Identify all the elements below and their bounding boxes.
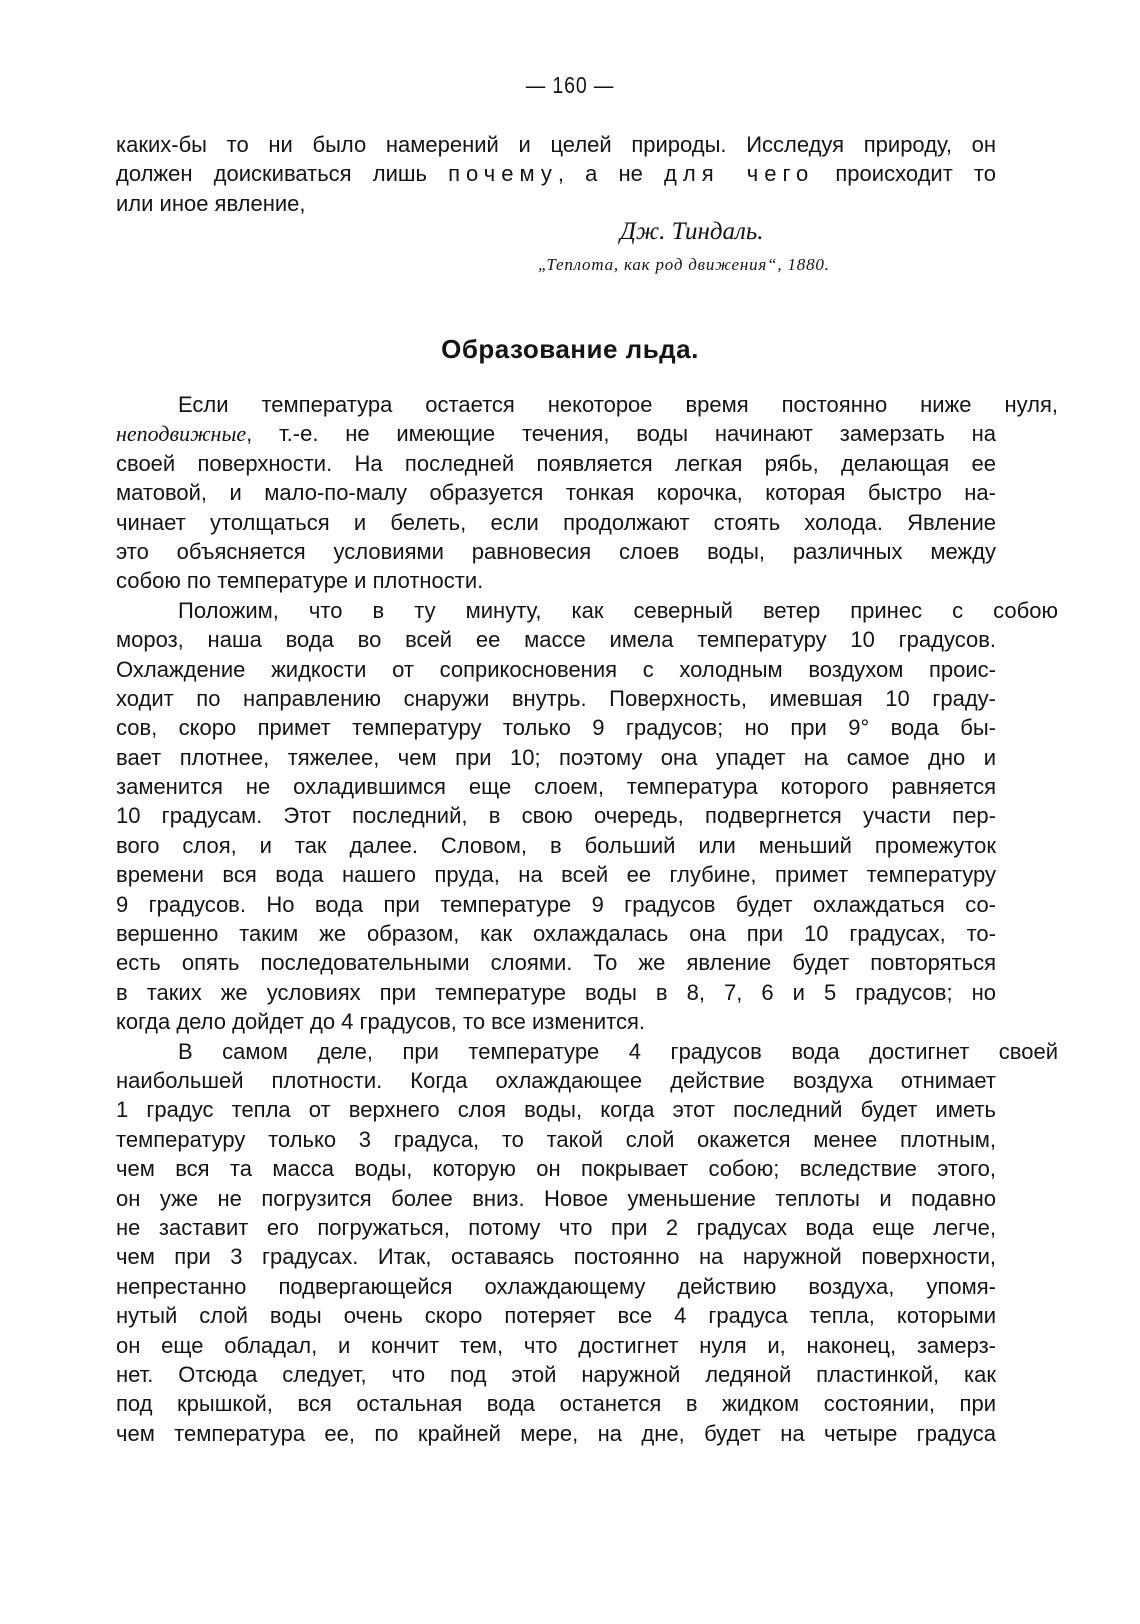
paragraph-line: он уже не погрузится более вниз. Новое уменьшение теплоты и подавно <box>116 1185 996 1211</box>
epigraph-line <box>116 159 996 188</box>
paragraph-line: В самом деле, при температуре 4 градусов вода достигнет своей <box>178 1038 1058 1064</box>
section-title: Образование льда. <box>441 334 699 364</box>
paragraph-line: вершенно таким же образом, как охлаждалась она при 10 градусах, то- <box>116 921 996 947</box>
paragraph-line: это объясняется условиями равновесия слоев воды, различных между <box>116 538 996 564</box>
paragraph-fragment: , т.-е. не имеющие течения, воды начинают замерзать на <box>246 421 996 447</box>
page-number: — 160 — <box>525 72 615 98</box>
paragraph-line: своей поверхности. На последней появляется легкая рябь, делающая ее <box>116 450 996 476</box>
paragraph-line: не заставит его погружаться, потому что при 2 градусах вода еще легче, <box>116 1214 996 1240</box>
epigraph-source: „Теплота, как род движения“, 1880. <box>538 255 830 274</box>
paragraph-line: Если температура остается некоторое время постоянно ниже нуля, <box>178 392 1058 417</box>
epigraph-fragment: , а не <box>557 161 665 187</box>
paragraph-line: под крышкой, вся остальная вода останется в жидком состоянии, при <box>116 1391 996 1417</box>
paragraph-line: 9 градусов. Но вода при температуре 9 градусов будет охлаждаться со- <box>116 891 996 917</box>
paragraph-line: собою по температуре и плотности. <box>116 568 484 594</box>
paragraph-line: Положим, что в ту минуту, как северный ветер принес с собою <box>178 597 1058 623</box>
paragraph-line: нутый слой воды очень скоро потеряет все 4 градуса тепла, которыми <box>116 1303 996 1329</box>
paragraph-line: 10 градусам. Этот последний, в свою очередь, подвергнется участи пер- <box>116 803 996 829</box>
paragraph-line: времени вся вода нашего пруда, на всей ее глубине, примет температуру <box>116 862 996 888</box>
paragraph-line: мороз, наша вода во всей ее массе имела температуру 10 градусов. <box>116 627 996 653</box>
paragraph-line: нет. Отсюда следует, что под этой наружной ледяной пластинкой, как <box>116 1361 996 1387</box>
emphasis-spaced: почему <box>448 161 558 187</box>
paragraph-line: температуру только 3 градуса, то такой слой окажется менее плотным, <box>116 1126 996 1152</box>
emphasis-italic: неподвижные <box>116 421 247 447</box>
paragraph-line: в таких же условиях при температуре воды в 8, 7, 6 и 5 градусов; но <box>116 979 996 1005</box>
paragraph-line: есть опять последовательными слоями. То же явление будет повторяться <box>116 950 996 976</box>
paragraph-line: чем температура ее, по крайней мере, на дне, будет на четыре градуса <box>116 1420 996 1446</box>
paragraph-line: вого слоя, и так далее. Словом, в больший или меньший промежуток <box>116 832 996 858</box>
paragraph-line: чем при 3 градусах. Итак, оставаясь постоянно на наружной поверхности, <box>116 1244 996 1270</box>
paragraph-line: заменится не охладившимся еще слоем, температура которого равняется <box>116 774 996 800</box>
paragraph-line: непрестанно подвергающейся охлаждающему действию воздуха, упомя- <box>116 1273 996 1299</box>
paragraph-line: он еще обладал, и кончит тем, что достигнет нуля и, наконец, замерз- <box>116 1332 996 1358</box>
paragraph-line: вает плотнее, тяжелее, чем при 10; поэтому она упадет на самое дно и <box>116 744 996 770</box>
epigraph-line: каких-бы то ни было намерений и целей природы. Исследуя природу, он <box>116 132 996 157</box>
paragraph-line: сов, скоро примет температуру только 9 градусов; но при 9° вода бы- <box>116 715 996 741</box>
paragraph-line: чинает утолщаться и белеть, если продолжают стоять холода. Явление <box>116 509 996 535</box>
paragraph-line <box>116 419 996 448</box>
epigraph-text <box>116 130 996 218</box>
paragraph-line: Охлаждение жидкости от соприкосновения с холодным воздухом проис- <box>116 656 996 682</box>
epigraph-author: Дж. Тиндаль. <box>620 218 764 245</box>
epigraph-fragment: должен доискиваться лишь <box>116 161 449 187</box>
epigraph-fragment: происходит то <box>814 161 996 187</box>
paragraph-line: наибольшей плотности. Когда охлаждающее действие воздуха отнимает <box>116 1067 996 1093</box>
body-text <box>116 390 1058 1448</box>
paragraph-line: матовой, и мало-по-малу образуется тонкая корочка, которая быстро на- <box>116 480 996 506</box>
paragraph-line: ходит по направлению снаружи внутрь. Поверхность, имевшая 10 граду- <box>116 685 996 711</box>
paragraph-line: 1 градус тепла от верхнего слоя воды, когда этот последний будет иметь <box>116 1097 996 1123</box>
emphasis-spaced: для чего <box>664 161 815 187</box>
paragraph-line: чем вся та масса воды, которую он покрывает собою; вследствие этого, <box>116 1156 996 1182</box>
paragraph-line: когда дело дойдет до 4 градусов, то все изменится. <box>116 1009 645 1035</box>
epigraph-line: или иное явление, <box>116 190 306 216</box>
